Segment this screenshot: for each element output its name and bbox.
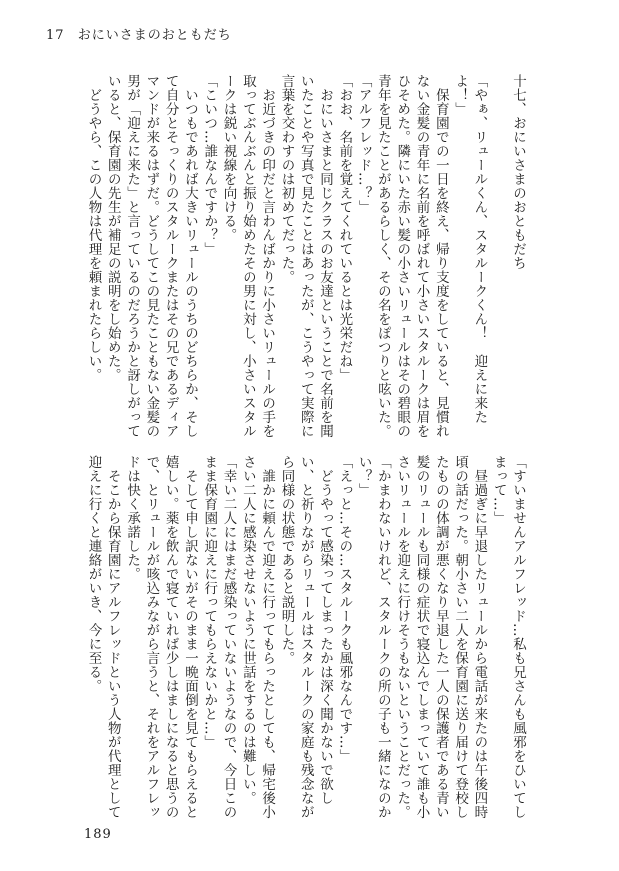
running-title: おにいさまのおともだち: [77, 28, 232, 43]
body-text-top: 十七、おにいさまのおともだち 「やぁ、リュールくん、スタルークくん！ 迎えに来たよ！」 保育園での一日を終え、帰り支度をしていると、見慣れない金髪の青年に名前を呼ばれて小さいスタルークは眉をひそめた。隣にいた赤い髪の小さいリュールはその碧眼の青年を見たことがあるらしく、その名をぽつりと呟いた。 「アルフレッド…？」 「おお、名前を覚えてくれているとは光栄だね」 おにいさまと同じクラスのお友達ということで名前を聞いたことや写真で見たことはあったが、こうやって実際に言葉を交わすのは初めてだった。 お近づきの印だと言わんばかりに小さいリュールの手を取ってぶんぶんと振り始めたその男に対し、小さいスタルークは鋭い視線を向ける。 「こいつ…誰なんですか？」 いつもであれば大きいリュールのうちのどちらか、そして自分とそっくりのスタルークまたはその兄であるディアマンドが来るはずだ。どうしてこの見たこともない金髪の男が「迎えに来た」と言っているのだろうかと訝しがっていると、保育園の先生が補足の説明をし始めた。 どうやら、この人物は代理を頼まれたらしい。: [85, 74, 526, 438]
body-text-bottom: 「すいませんアルフレッド…私も兄さんも風邪をひいてしまって…」 昼過ぎに早退したリュールから電話が来たのは午後四時頃の話だった。朝小さい二人を保育園に送り届けて登校したものの体調が悪くなり早退した一人の保護者である青い髪のリュールも同様の症状で寝込んでしまっていて誰も小さいリュールを迎えに行けそうもないということだった。 「かまわないけれど、スタルークの所の子も一緒になのかい？」 「えっと…その…スタルークも風邪なんです…」 どうやって感染ってしまったかは深く聞かないで欲しい、と祈りながらリュールはスタルークの家庭も残念ながら同様の状態であると説明した。 誰かに頼んで迎えに行ってもらったとしても、帰宅後小さい二人に感染させないように世話をするのは難しい。 「幸い二人にはまだ感染っていないようなので、今日このまま保育園に迎えに行ってもらえないかと…」 そして申し訳ないがそのまま一晩面倒を見てもらえると嬉しい。薬を飲んで寝ていれば少しはましになると思うので、とリュールが咳込みながら言うと、それをアルフレッドは快く承諾した。 そこから保育園にアルフレッドという人物が代理として迎えに行くと連絡がいき、今に至る。: [85, 455, 526, 819]
chapter-number: 17: [46, 28, 65, 43]
page-number: 189: [84, 827, 112, 842]
running-head: [46, 24, 232, 43]
